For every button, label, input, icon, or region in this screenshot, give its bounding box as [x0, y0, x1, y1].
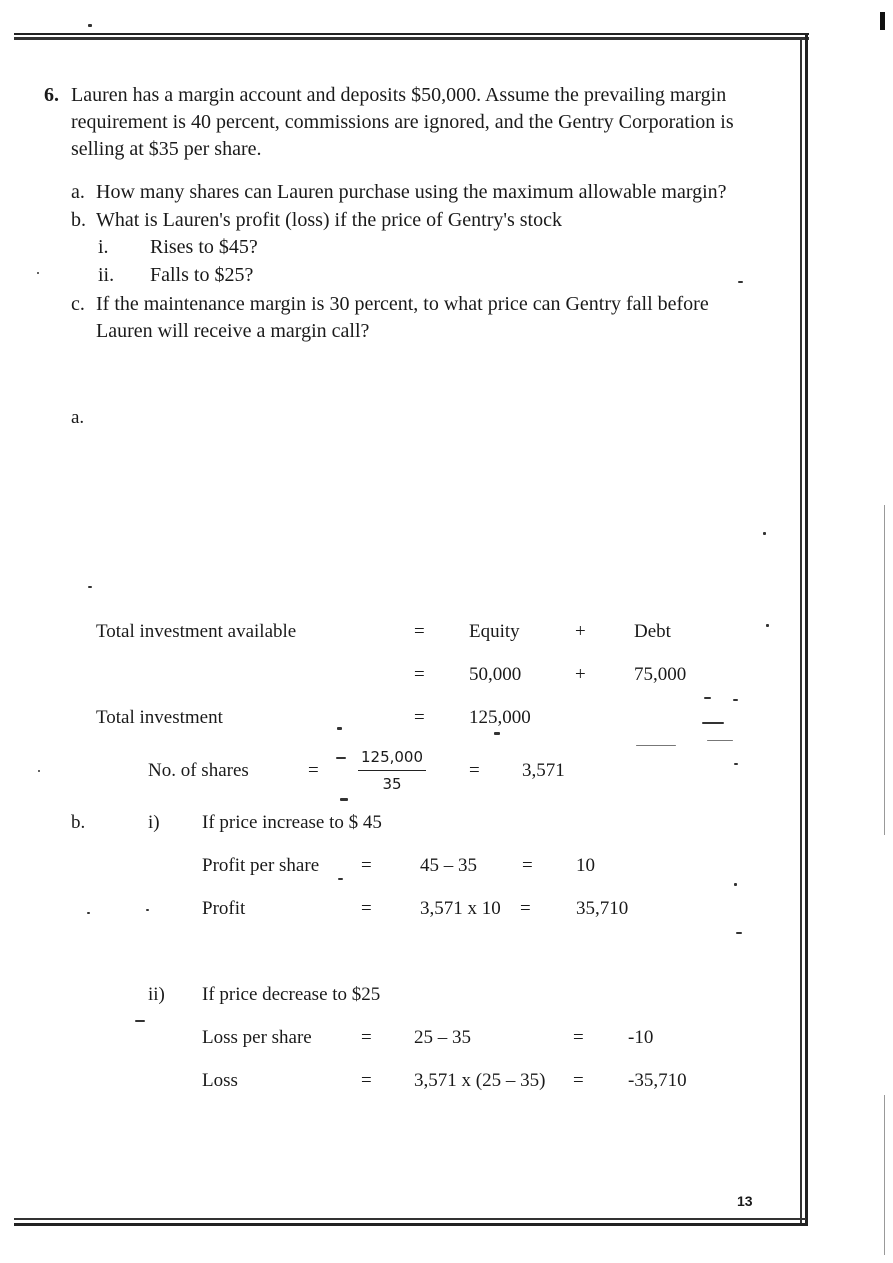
equity-label: Equity — [469, 621, 520, 642]
plus-sign: + — [575, 664, 586, 685]
fraction-numerator: 125,000 — [358, 748, 426, 771]
top-border-rule-inner — [14, 37, 809, 40]
loss-calc: 3,571 x (25 – 35) — [414, 1070, 546, 1091]
question-line-3: selling at $35 per share. — [71, 138, 262, 160]
shares-fraction — [358, 748, 426, 793]
equals-sign: = — [414, 664, 425, 685]
equals-sign: = — [414, 707, 425, 728]
part-b-sub-ii-label: ii. — [98, 264, 115, 286]
profit-label: Profit — [202, 898, 246, 919]
question-number: 6. — [44, 84, 59, 106]
page-number: 13 — [737, 1193, 753, 1209]
part-c-label: c. — [71, 293, 85, 315]
total-investment-value: 125,000 — [469, 707, 531, 728]
scan-edge-mark — [880, 12, 885, 30]
loss-label: Loss — [202, 1070, 238, 1091]
debt-value: 75,000 — [634, 664, 687, 685]
scan-edge-line-lower — [884, 1095, 885, 1255]
equals-sign: = — [573, 1027, 584, 1048]
equals-sign: = — [361, 898, 372, 919]
part-b-sub-i-label: i. — [98, 236, 109, 258]
equals-sign: = — [361, 1027, 372, 1048]
part-b-sub-i-text: Rises to $45? — [150, 236, 258, 258]
total-investment-available-label: Total investment available — [96, 621, 297, 642]
fraction-denominator: 35 — [382, 775, 402, 793]
scan-edge-line — [884, 505, 885, 835]
bottom-border-rule — [14, 1223, 808, 1226]
profit-per-share-calc: 45 – 35 — [420, 855, 477, 876]
equals-sign: = — [469, 760, 480, 781]
loss-per-share-label: Loss per share — [202, 1027, 312, 1048]
case-ii-heading: If price decrease to $25 — [202, 984, 381, 1005]
equals-sign: = — [520, 898, 531, 919]
case-i-heading: If price increase to $ 45 — [202, 812, 382, 833]
bottom-border-rule-inner — [14, 1218, 806, 1220]
equals-sign: = — [308, 760, 319, 781]
loss-per-share-calc: 25 – 35 — [414, 1027, 471, 1048]
part-b-sub-ii-text: Falls to $25? — [150, 264, 254, 286]
loss-value: -35,710 — [628, 1070, 687, 1091]
part-a-label: a. — [71, 181, 85, 203]
question-line-2: requirement is 40 percent, commissions are ignored, and the Gentry Corporation is — [71, 111, 734, 133]
equals-sign: = — [522, 855, 533, 876]
part-a-text: How many shares can Lauren purchase using the maximum allowable margin? — [96, 181, 727, 203]
equals-sign: = — [573, 1070, 584, 1091]
shares-result: 3,571 — [522, 760, 565, 781]
right-border-rule-inner — [800, 38, 802, 1224]
part-c-line-2: Lauren will receive a margin call? — [96, 320, 370, 342]
loss-per-share-value: -10 — [628, 1027, 654, 1048]
shares-label: No. of shares — [148, 760, 249, 781]
case-i-label: i) — [148, 812, 160, 833]
part-b-text: What is Lauren's profit (loss) if the price of Gentry's stock — [96, 209, 562, 231]
equals-sign: = — [414, 621, 425, 642]
solution-b-label: b. — [71, 812, 86, 833]
part-c-line-1: If the maintenance margin is 30 percent, to what price can Gentry fall before — [96, 293, 709, 315]
profit-value: 35,710 — [576, 898, 629, 919]
equity-value: 50,000 — [469, 664, 522, 685]
equals-sign: = — [361, 855, 372, 876]
total-investment-label: Total investment — [96, 707, 223, 728]
right-border-rule — [805, 33, 808, 1226]
top-border-rule — [14, 33, 809, 35]
part-b-label: b. — [71, 209, 86, 231]
profit-per-share-value: 10 — [576, 855, 595, 876]
plus-sign: + — [575, 621, 586, 642]
equals-sign: = — [361, 1070, 372, 1091]
question-line-1: Lauren has a margin account and deposits $50,000. Assume the prevailing margin — [71, 84, 727, 106]
debt-label: Debt — [634, 621, 671, 642]
profit-calc: 3,571 x 10 — [420, 898, 501, 919]
solution-a-label: a. — [71, 407, 85, 428]
case-ii-label: ii) — [148, 984, 165, 1005]
profit-per-share-label: Profit per share — [202, 855, 320, 876]
